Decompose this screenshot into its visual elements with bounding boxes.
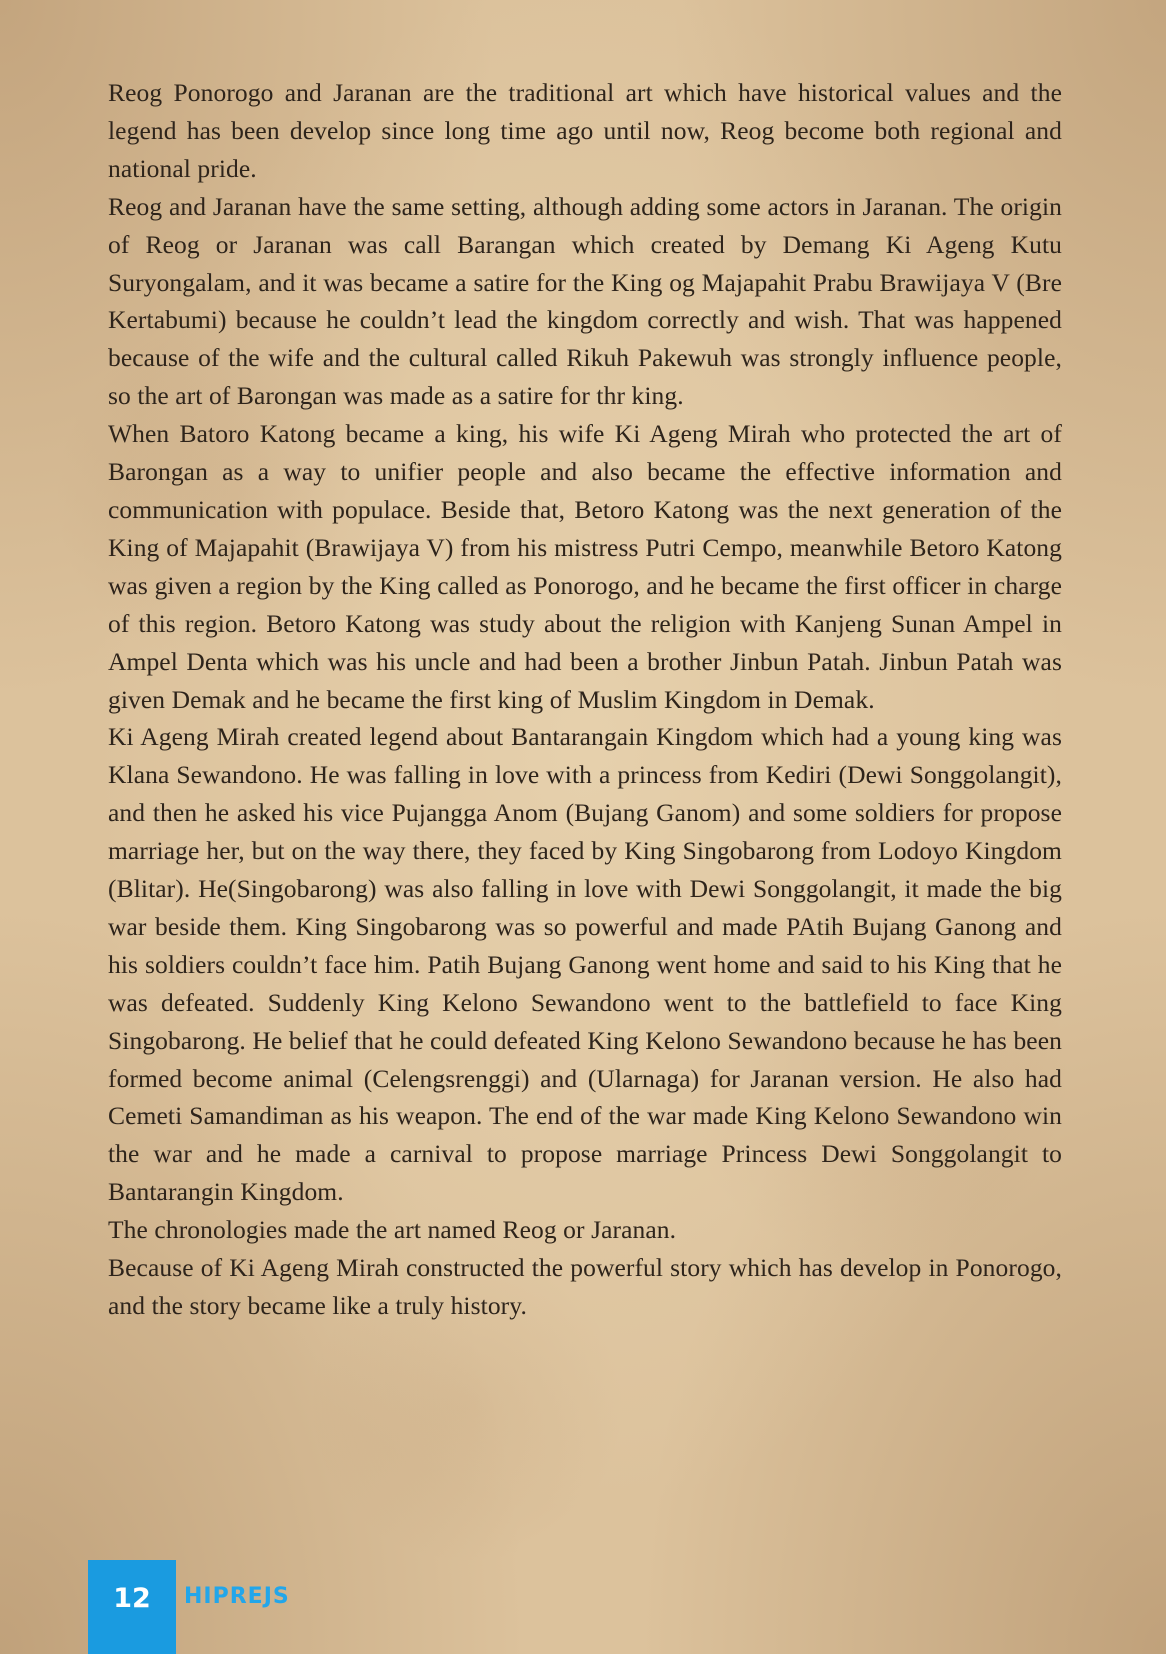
paragraph-intro: Reog Ponorogo and Jaranan are the traditional art which have historical values and the legend has been develop since long time ago until now, Reog become both regional and national pride.: [108, 78, 1062, 183]
paragraph-legend: Ki Ageng Mirah created legend about Bantarangain Kingdom which had a young king was Klana Sewandono. He was falling in love with a princess from Kediri (Dewi Songgolangit), and then he asked his vice Pujangga Anom (Bujang Ganom) and some soldiers for propose marriage her, but on the way there, they faced by King Singobarong from Lodoyo Kingdom (Blitar). He(Singobarong) was also falling in love with Dewi Songgolangit, it made the big war beside them. King Singobarong was so powerful and made PAtih Bujang Ganong and his soldiers couldn’t face him. Patih Bujang Ganong went home and said to his King that he was defeated. Suddenly King Kelono Sewandono went to the battlefield to face King Singobarong. He belief that he could defeated King Kelono Sewandono because he has been formed become animal (Celengsrenggi) and (Ularnaga) for Jaranan version. He also had Cemeti Samandiman as his weapon. The end of the war made King Kelono Sewandono win the war and he made a carnival to propose marriage Princess Dewi Songgolangit to Bantarangin Kingdom.: [108, 722, 1062, 1207]
paragraph-chronologies: The chronologies made the art named Reog or Jaranan.: [108, 1215, 677, 1245]
paragraph-origin: Reog and Jaranan have the same setting, although adding some actors in Jaranan. The origin of Reog or Jaranan was call Barangan which created by Demang Ki Ageng Kutu Suryongalam, and it was became a satire for the King og Majapahit Prabu Brawijaya V (Bre Kertabumi) because he couldn’t lead the kingdom correctly and wish. That was happened because of the wife and the cultural called Rikuh Pakewuh was strongly influence people, so the art of Barongan was made as a satire for thr king.: [108, 191, 1062, 411]
magazine-name: HIPREJS: [184, 1584, 290, 1609]
article-body: [108, 74, 1062, 1325]
paragraph-batoro-katong: When Batoro Katong became a king, his wife Ki Ageng Mirah who protected the art of Barongan as a way to unifier people and also became the effective information and communication with populace. Beside that, Betoro Katong was the next generation of the King of Majapahit (Brawijaya V) from his mistress Putri Cempo, meanwhile Betoro Katong was given a region by the King called as Ponorogo, and he became the first officer in charge of this region. Betoro Katong was study about the religion with Kanjeng Sunan Ampel in Ampel Denta which was his uncle and had been a brother Jinbun Patah. Jinbun Patah was given Demak and he became the first king of Muslim Kingdom in Demak.: [108, 419, 1062, 714]
page-footer: [88, 1560, 290, 1654]
paragraph-conclusion: Because of Ki Ageng Mirah constructed the powerful story which has develop in Ponorogo, and the story became like a truly history.: [108, 1253, 1062, 1320]
page-number: 12: [88, 1560, 176, 1654]
